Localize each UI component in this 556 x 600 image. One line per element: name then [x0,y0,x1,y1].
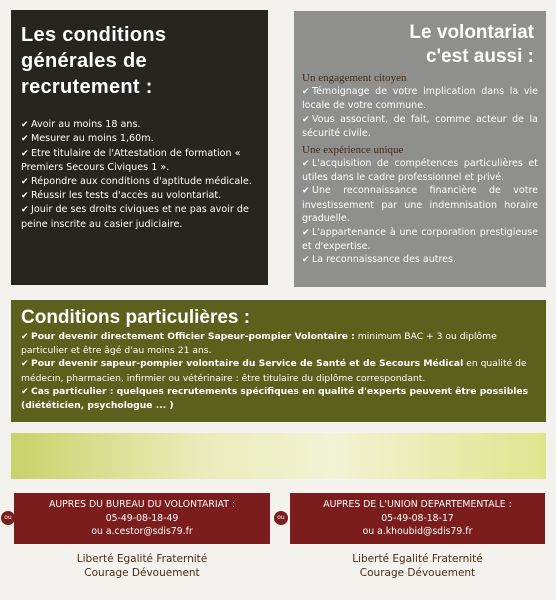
check-icon: ✔ [21,134,29,145]
title-line: Le volontariat [409,22,534,43]
or-badge: ou [274,511,288,525]
general-conditions-panel [11,10,268,285]
list-item-bold: Pour devenir sapeur-pompier volontaire du Service de Santé et de Secours Médical [31,358,464,370]
title-line: générales de [21,50,147,72]
check-icon: ✔ [21,205,29,216]
list-item-text: Réussir les tests d'accès au volontariat. [31,190,222,202]
list-item [21,118,258,132]
list-item-text: Vous associant, de fait, comme acteur de la sécurité civile. [302,113,538,140]
volontariat-title [302,21,538,69]
check-icon: ✔ [21,176,29,187]
check-icon: ✔ [302,227,310,238]
list-item [21,385,536,412]
general-conditions-list [21,118,258,231]
list-item-text: en qualité de médecin, pharmacien, infirmier ou vétérinaire : être titulaire du diplôme correspondant. [21,358,527,384]
or-badge: ou [1,511,15,525]
list-item [302,113,538,141]
list-item [21,189,258,203]
list-item-text: Etre titulaire de l'Attestation de formation « Premiers Secours Civiques 1 ». [21,147,241,174]
list-item-bold: Cas particulier : quelques recrutements spécifiques en qualité d'experts peuvent être possibles (diététicien, psychologue ... ) [21,385,529,412]
title-line: Les conditions [21,24,167,46]
decorative-strip [11,433,546,479]
list-item [302,184,538,225]
check-icon: ✔ [302,186,310,197]
list-item [302,85,538,113]
list-item [21,175,258,189]
list-item [302,226,538,254]
contact-email: ou a.cestor@sdis79.fr [91,526,193,537]
list-item-text: Avoir au moins 18 ans. [31,119,141,130]
check-icon: ✔ [302,255,310,266]
title-line: c'est aussi : [425,46,534,67]
check-icon: ✔ [21,359,29,370]
list-item-text: Témoignage de votre implication dans la vie locale de votre commune. [302,86,538,112]
contact-heading: AUPRES DU BUREAU DU VOLONTARIAT : [49,499,235,510]
list-item [21,132,258,146]
list-item-text: Une reconnaissance financière de votre investissement par une indemnisation horaire graduelle. [302,185,538,225]
motto-line: Liberté Egalité Fraternité [352,553,483,565]
contact-email: ou a.khoubid@sdis79.fr [362,526,473,537]
contact-box-volontariat [14,493,270,544]
motto [290,552,545,580]
check-icon: ✔ [21,332,29,342]
check-icon: ✔ [21,191,29,202]
list-item [21,147,258,175]
list-item [21,357,536,384]
volontariat-panel [294,11,546,287]
list-item-text: minimum BAC + 3 ou diplôme particulier et être âgé d'au moins 21 ans. [21,331,497,357]
list-item [302,253,538,267]
list-item-text: L'appartenance à une corporation prestigieuse et d'expertise. [302,226,538,253]
list-item-text: Mesurer au moins 1,60m. [31,133,154,145]
list-item-text: Jouir de ses droits civiques et ne pas avoir de peine inscrite au casier judiciaire. [21,204,249,230]
list-item [302,157,538,185]
list-item [21,330,536,357]
contact-box-union [290,493,545,544]
title-line: recrutement : [21,76,153,98]
motto [14,552,270,580]
check-icon: ✔ [21,386,29,397]
contact-phone: 05-49-08-18-17 [381,512,454,524]
list-item [21,203,258,231]
check-icon: ✔ [302,87,310,97]
motto-line: Liberté Egalité Fraternité [76,553,208,565]
motto-line: Courage Dévouement [84,567,200,579]
check-icon: ✔ [21,148,29,159]
general-conditions-title [21,22,258,100]
check-icon: ✔ [21,120,29,130]
list-item-text: La reconnaissance des autres. [312,254,456,266]
section-heading: Une expérience unique [302,143,404,156]
particular-conditions-panel [11,300,546,422]
list-item-text: L'acquisition de compétences particulières et utiles dans le cadre professionnel et privé. [302,157,538,184]
list-item-bold: Pour devenir directement Officier Sapeur-pompier Volontaire : [31,331,355,342]
contact-heading: AUPRES DE L'UNION DEPARTEMENTALE : [323,499,512,510]
contact-phone: 05-49-08-18-49 [105,512,179,524]
section-heading: Un engagement citoyen [302,72,407,84]
check-icon: ✔ [302,158,310,169]
list-item-text: Répondre aux conditions d'aptitude médicale. [31,175,252,187]
particular-conditions-title: Conditions particulières : [21,307,251,328]
motto-line: Courage Dévouement [359,567,476,579]
check-icon: ✔ [302,114,310,125]
